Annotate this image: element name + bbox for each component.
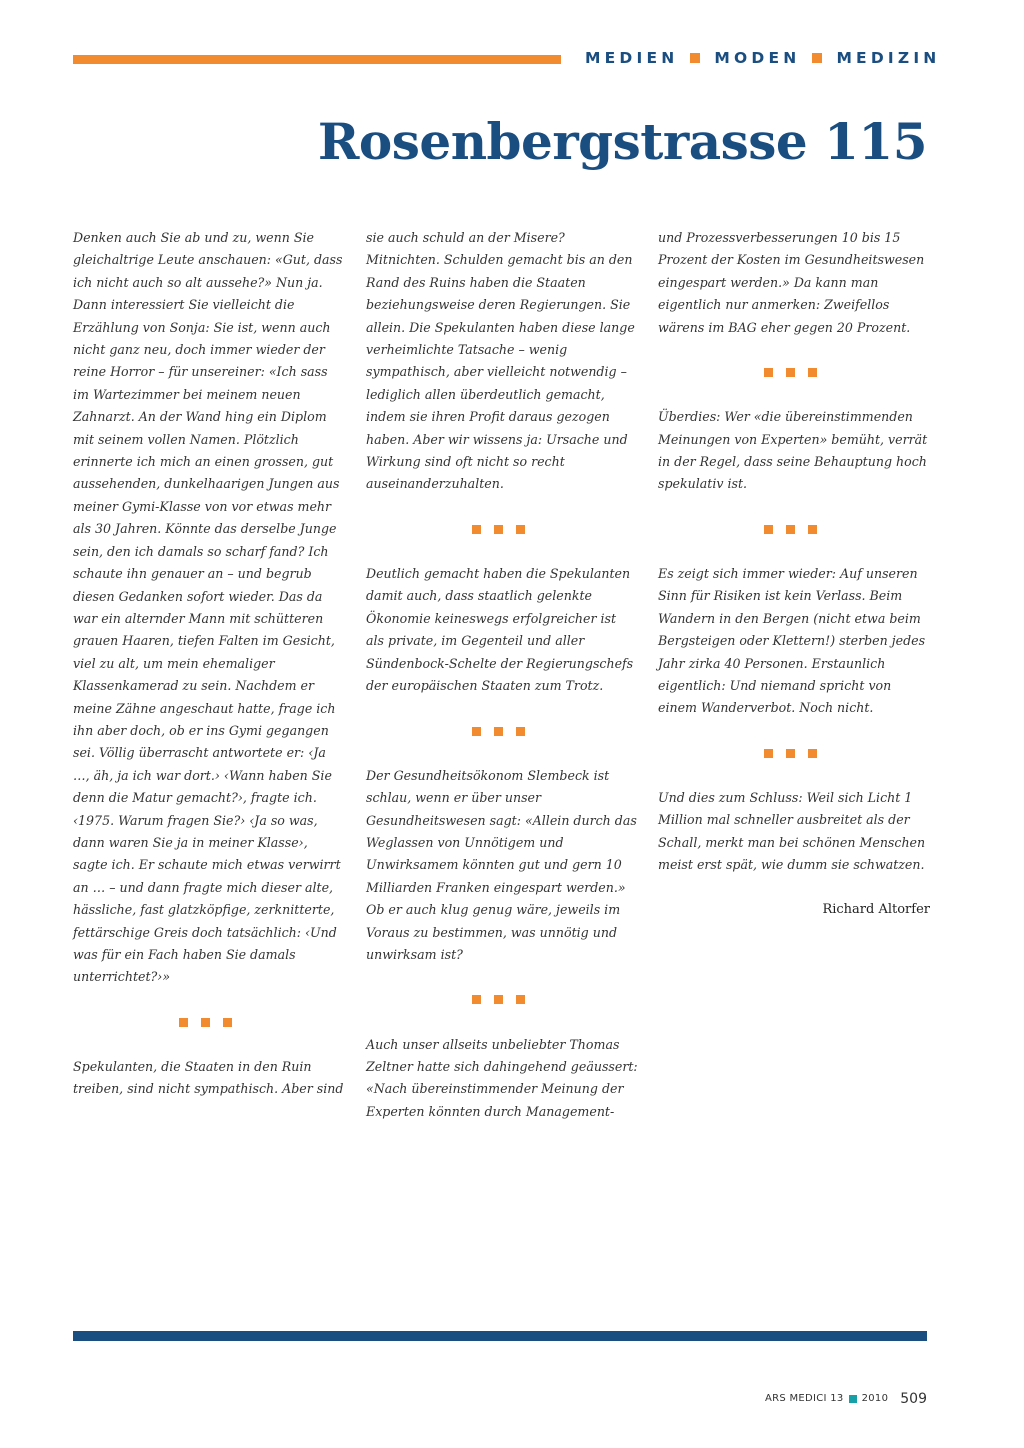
section-label-medizin: MEDIZIN <box>836 49 941 67</box>
paragraph: Und dies zum Schluss: Weil sich Licht 1 Million mal schneller ausbreitet als der Schall, merkt man bei schönen Menschen meist erst spät, wie dumm sie schwatzen. <box>658 790 926 873</box>
text-column-1 <box>73 227 345 1101</box>
section-break-squares <box>658 339 930 406</box>
section-separator-square <box>812 53 822 63</box>
top-orange-rule <box>73 55 561 64</box>
footer-square-icon <box>849 1395 857 1403</box>
paragraph: sie auch schuld an der Misere? Mitnichten. Schulden gemacht bis an den Rand des Ruins haben die Staaten beziehungsweise deren Regierungen. Sie allein. Die Spekulanten haben diese lange verheimlichte Tatsache – wenig sympathisch, aber vielleicht notwendig – lediglich allen überdeutlich gemacht, indem sie ihren Profit daraus gezogen haben. Aber wir wissens ja: Ursache und Wirkung sind oft nicht so recht auseinanderzuhalten. <box>366 230 635 492</box>
section-label-medien: MEDIEN <box>585 49 679 67</box>
section-break-squares <box>366 698 638 765</box>
section-nav <box>585 49 940 67</box>
section-label-moden: MODEN <box>714 49 801 67</box>
paragraph: Deutlich gemacht haben die Spekulanten damit auch, dass staatlich gelenkte Ökonomie keineswegs erfolgreicher ist als private, im Gegenteil und aller Sündenbock-Schelte der Regierungschefs der europäischen Staaten zum Trotz. <box>366 566 634 694</box>
paragraph: und Prozessverbesserungen 10 bis 15 Prozent der Kosten im Gesundheitswesen eingespart werden.» Da kann man eigentlich nur anmerken: Zweifellos wärens im BAG eher gegen 20 Prozent. <box>658 230 925 335</box>
paragraph: Auch unser allseits unbeliebter Thomas Zeltner hatte sich dahingehend geäussert: «Nach übereinstimmender Meinung der Experten könnten durch Management- <box>366 1036 638 1119</box>
paragraph: Denken auch Sie ab und zu, wenn Sie gleichaltrige Leute anschauen: «Gut, dass ich nicht auch so alt aussehe?» Nun ja. Dann interessiert Sie vielleicht die Erzählung von Sonja: Sie ist, wenn auch nicht ganz neu, doch immer wieder der reine Horror – für unsereiner: «Ich sass im Wartezimmer bei meinem neuen Zahnarzt. An der Wand hing ein Diplom mit seinem vollen Namen. Plötzlich erinnerte ich mich an einen grossen, gut aussehenden, dunkelhaarigen Jungen aus meiner Gymi-Klasse von vor etwas mehr als 30 Jahren. Könnte das derselbe Junge sein, den ich damals so scharf fand? Ich schaute ihn genauer an – und begrub diesen Gedanken sofort wieder. Das da war ein alternder Mann mit schütteren grauen Haaren, tiefen Falten im Gesicht, viel zu alt, um mein ehemaliger Klassenkamerad zu sein. Nachdem er meine Zähne angeschaut hatte, frage ich ihn aber doch, ob er ins Gymi gegangen sei. Völlig überrascht antwortete er: ‹Ja …, äh, ja ich war dort.› ‹Wann haben Sie denn die Matur gemacht?›, fragte ich. ‹1975. Warum fragen Sie?› ‹Ja so was, dann waren Sie ja in meiner Klasse›, sagte ich. Er schaute mich etwas verwirrt an … – und dann fragte mich dieser alte, hässliche, fast glatzköpfige, zerknitterte, fettärschige Greis doch tatsächlich: ‹Und was für ein Fach haben Sie damals unterrichtet?›» <box>73 230 343 985</box>
text-column-3 <box>658 227 930 921</box>
publication-year: 2010 <box>861 1393 889 1404</box>
author-signature: Richard Altorfer <box>822 902 930 918</box>
page-footer <box>765 1388 927 1407</box>
section-break-squares <box>658 720 930 787</box>
section-break-squares <box>366 966 638 1033</box>
paragraph: Es zeigt sich immer wieder: Auf unseren Sinn für Risiken ist kein Verlass. Beim Wandern in den Bergen (nicht etwa beim Bergsteigen oder Klettern!) sterben jedes Jahr zirka 40 Personen. Erstaunlich eigentlich: Und niemand spricht von einem Wanderverbot. Noch nicht. <box>658 566 926 716</box>
section-break-squares <box>366 496 638 563</box>
section-separator-square <box>690 53 700 63</box>
page-number: 509 <box>900 1390 927 1407</box>
journal-issue: ARS MEDICI 13 <box>764 1393 844 1404</box>
paragraph: Überdies: Wer «die übereinstimmenden Meinungen von Experten» bemüht, verrät in der Regel, dass seine Behauptung hoch spekulativ ist. <box>658 409 928 492</box>
section-break-squares <box>73 989 345 1056</box>
paragraph: Spekulanten, die Staaten in den Ruin treiben, sind nicht sympathisch. Aber sind <box>73 1059 344 1097</box>
text-column-2 <box>366 227 638 1123</box>
section-break-squares <box>658 496 930 563</box>
paragraph: Der Gesundheitsökonom Slembeck ist schlau, wenn er über unser Gesundheitswesen sagt: «Allein durch das Weglassen von Unnötigem und Unwirksamem könnten gut und gern 10 Milliarden Franken eingespart werden.» Ob er auch klug genug wäre, jeweils im Voraus zu bestimmen, was unnötig und unwirksam ist? <box>366 767 637 962</box>
page-title: Rosenbergstrasse 115 <box>317 112 927 171</box>
bottom-blue-rule <box>73 1331 927 1341</box>
